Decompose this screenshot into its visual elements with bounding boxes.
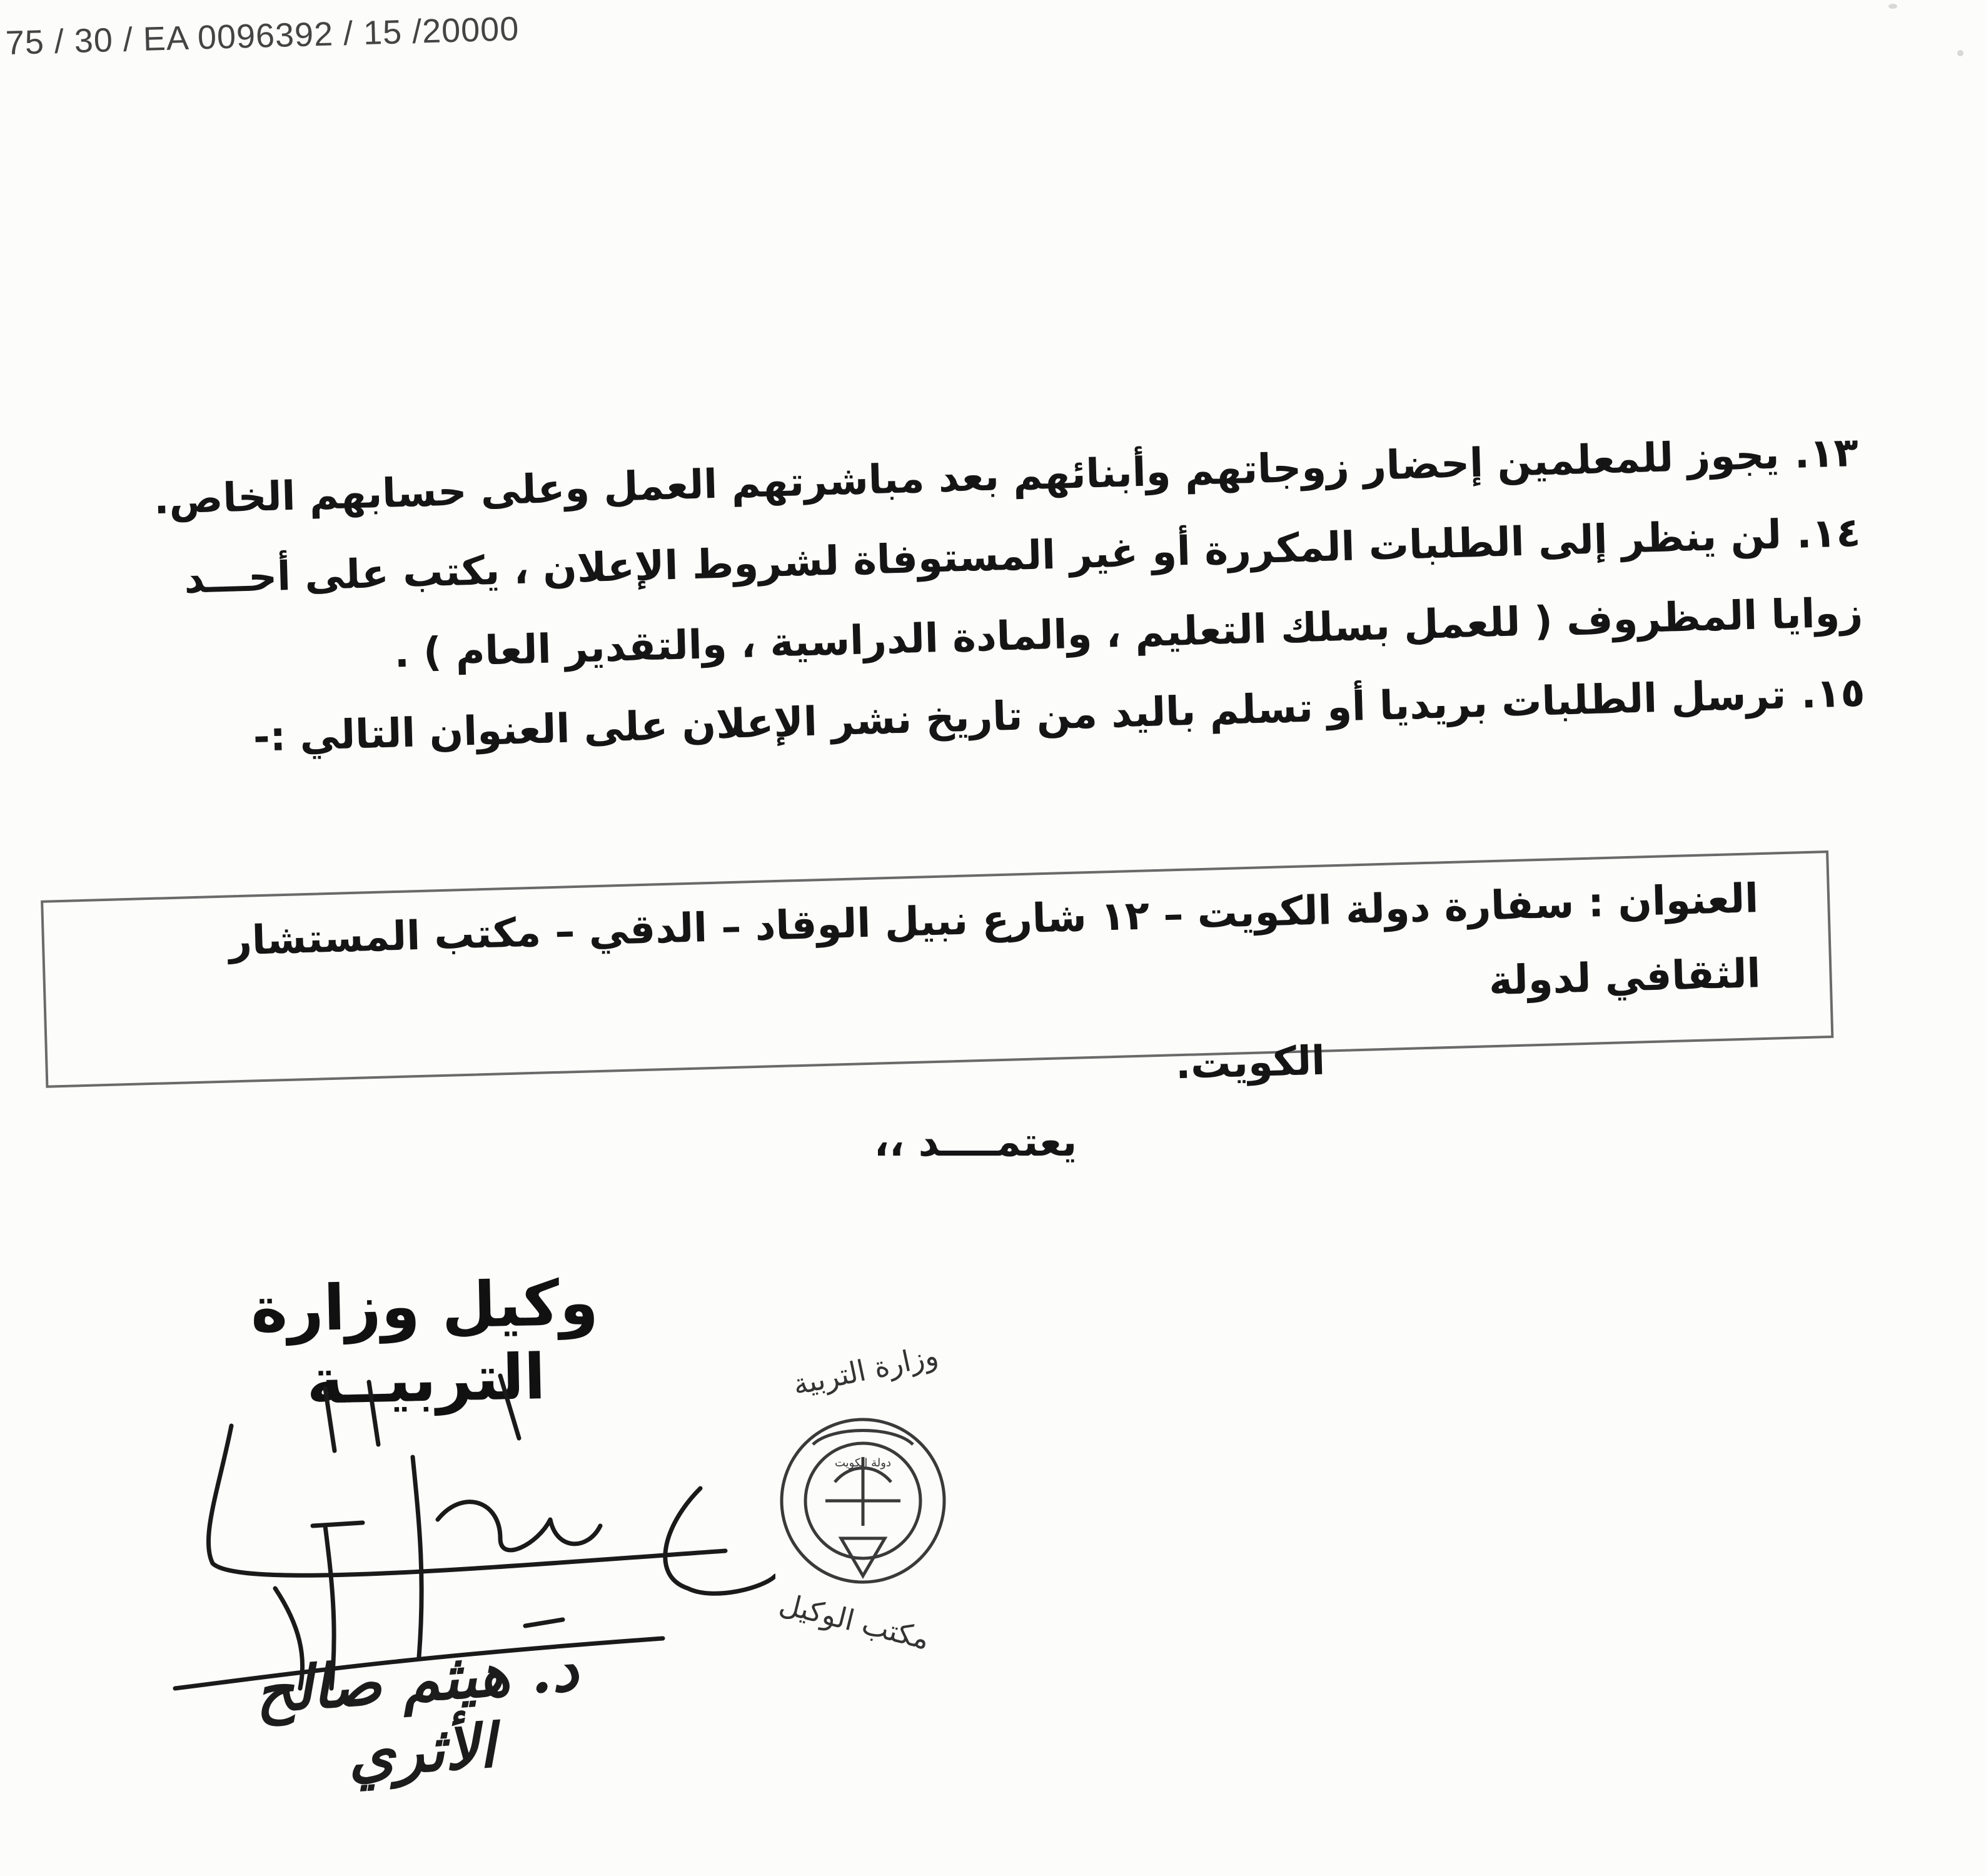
reference-number: 75 / 30 / EA 0096392 / 15 /20000 [5, 10, 520, 62]
seal-inner-text: دولة الكويت [835, 1456, 891, 1470]
item-number: ١٣. [1793, 429, 1859, 478]
scan-speck [1888, 4, 1897, 9]
address-line-1: العنوان : سفارة دولة الكويت – ١٢ شارع نبيل الوقاد – الدقي – مكتب المستشار الثقافي لدولة [228, 875, 1762, 1005]
item-text: يجوز للمعلمين إحضار زوجاتهم وأبنائهم بعد مباشرتهم العمل وعلى حسابهم الخاص. [153, 431, 1780, 524]
address-line-2: الكويت. [1174, 1037, 1326, 1089]
address-text [43, 853, 1832, 1134]
closing-approval: يعتمــــد ،، [874, 1119, 1077, 1166]
item-text: لن ينظر إلى الطلبات المكررة أو غير المستوفاة لشروط الإعلان ، يكتب على أحـــد زوايا المظروف ( للعمل بسلك التعليم ، والمادة الدراسية ، والتقدير العام ) . [183, 512, 1863, 677]
item-text: ترسل الطلبات بريديا أو تسلم باليد من تاريخ نشر الإعلان على العنوان التالي :- [252, 672, 1787, 761]
seal-top-text: وزارة التربية [790, 1338, 941, 1402]
seal-bottom-text: مكتب الوكيل [776, 1586, 933, 1657]
ministry-seal [707, 1338, 1007, 1663]
scan-speck [1957, 50, 1963, 56]
item-number: ١٤. [1795, 509, 1862, 558]
signatory-title: وكيل وزارة التربيــة [250, 1266, 599, 1418]
address-box [41, 850, 1833, 1088]
conditions-list [151, 413, 1866, 780]
item-number: ١٥. [1800, 669, 1866, 718]
signatory-name: د. هيثم صالح الأثري [253, 1633, 581, 1791]
